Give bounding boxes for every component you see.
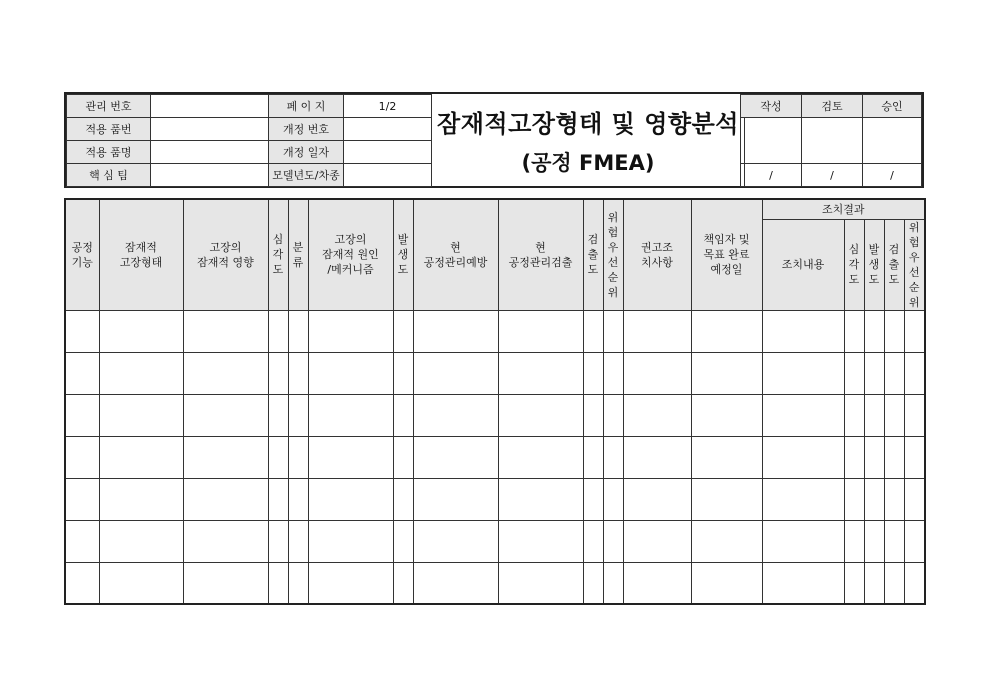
table-cell[interactable] <box>623 478 691 520</box>
table-cell[interactable] <box>844 562 864 604</box>
table-cell[interactable] <box>308 394 393 436</box>
table-cell[interactable] <box>864 436 884 478</box>
table-cell[interactable] <box>183 478 268 520</box>
table-cell[interactable] <box>884 520 904 562</box>
table-cell[interactable] <box>844 394 864 436</box>
table-cell[interactable] <box>603 562 623 604</box>
document-header <box>64 92 924 188</box>
table-row <box>65 478 925 520</box>
table-cell[interactable] <box>393 436 413 478</box>
table-cell[interactable] <box>308 478 393 520</box>
table-cell[interactable] <box>762 436 844 478</box>
col-recommended-action: 권고조 치사항 <box>623 199 691 310</box>
label-part-name: 적용 품명 <box>67 141 151 164</box>
table-cell[interactable] <box>583 562 603 604</box>
col-new-detection: 검출도 <box>884 219 904 310</box>
table-cell[interactable] <box>288 310 308 352</box>
table-cell[interactable] <box>498 520 583 562</box>
part-number-field[interactable] <box>151 118 269 141</box>
col-failure-effect: 고장의 잠재적 영향 <box>183 199 268 310</box>
table-cell[interactable] <box>99 352 183 394</box>
table-cell[interactable] <box>904 436 925 478</box>
table-cell[interactable] <box>498 352 583 394</box>
table-cell[interactable] <box>99 562 183 604</box>
col-new-occurrence: 발생도 <box>864 219 884 310</box>
date-author[interactable]: / <box>741 164 802 187</box>
table-cell[interactable] <box>884 562 904 604</box>
col-prevention: 현 공정관리예방 <box>413 199 498 310</box>
table-cell[interactable] <box>844 310 864 352</box>
fmea-table <box>64 198 926 605</box>
table-cell[interactable] <box>691 562 762 604</box>
table-cell[interactable] <box>413 310 498 352</box>
table-row <box>65 394 925 436</box>
core-team-field[interactable] <box>151 164 269 187</box>
table-cell[interactable] <box>583 352 603 394</box>
revision-number-field[interactable] <box>344 118 432 141</box>
table-cell[interactable] <box>183 520 268 562</box>
label-revision-date: 개정 일자 <box>269 141 344 164</box>
table-cell[interactable] <box>623 436 691 478</box>
table-cell[interactable] <box>308 520 393 562</box>
table-cell[interactable] <box>65 478 99 520</box>
table-row <box>65 562 925 604</box>
table-cell[interactable] <box>65 352 99 394</box>
table-cell[interactable] <box>99 394 183 436</box>
table-cell[interactable] <box>762 478 844 520</box>
table-cell[interactable] <box>183 562 268 604</box>
table-cell[interactable] <box>413 394 498 436</box>
col-failure-cause: 고장의 잠재적 원인 /메커니즘 <box>308 199 393 310</box>
table-cell[interactable] <box>308 562 393 604</box>
table-cell[interactable] <box>99 478 183 520</box>
table-row <box>65 310 925 352</box>
table-cell[interactable] <box>268 562 288 604</box>
col-detection-control: 현 공정관리검출 <box>498 199 583 310</box>
table-cell[interactable] <box>413 478 498 520</box>
table-cell[interactable] <box>498 394 583 436</box>
col-classification: 분류 <box>288 199 308 310</box>
table-cell[interactable] <box>65 520 99 562</box>
table-cell[interactable] <box>884 394 904 436</box>
label-model-year: 모델년도/차종 <box>269 164 344 187</box>
table-cell[interactable] <box>864 478 884 520</box>
model-year-field[interactable] <box>344 164 432 187</box>
table-cell[interactable] <box>884 478 904 520</box>
table-cell[interactable] <box>583 394 603 436</box>
table-cell[interactable] <box>884 352 904 394</box>
label-management-number: 관리 번호 <box>67 95 151 118</box>
signature-author[interactable] <box>741 118 802 164</box>
table-cell[interactable] <box>183 436 268 478</box>
table-cell[interactable] <box>308 436 393 478</box>
table-cell[interactable] <box>268 436 288 478</box>
table-cell[interactable] <box>623 310 691 352</box>
table-cell[interactable] <box>904 562 925 604</box>
table-cell[interactable] <box>498 436 583 478</box>
table-cell[interactable] <box>413 520 498 562</box>
table-cell[interactable] <box>583 478 603 520</box>
table-cell[interactable] <box>65 310 99 352</box>
table-cell[interactable] <box>864 394 884 436</box>
table-cell[interactable] <box>498 478 583 520</box>
table-cell[interactable] <box>603 310 623 352</box>
table-cell[interactable] <box>99 436 183 478</box>
table-cell[interactable] <box>762 394 844 436</box>
table-cell[interactable] <box>65 394 99 436</box>
table-cell[interactable] <box>268 394 288 436</box>
table-cell[interactable] <box>413 562 498 604</box>
date-approve[interactable]: / <box>863 164 922 187</box>
table-cell[interactable] <box>691 352 762 394</box>
table-cell[interactable] <box>583 310 603 352</box>
col-new-rpn: 위험우선순위 <box>904 219 925 310</box>
table-cell[interactable] <box>904 520 925 562</box>
table-cell[interactable] <box>393 562 413 604</box>
col-new-severity: 심각도 <box>844 219 864 310</box>
table-cell[interactable] <box>904 394 925 436</box>
table-cell[interactable] <box>288 436 308 478</box>
revision-date-field[interactable] <box>344 141 432 164</box>
table-cell[interactable] <box>183 394 268 436</box>
table-cell[interactable] <box>691 394 762 436</box>
table-cell[interactable] <box>762 562 844 604</box>
table-cell[interactable] <box>288 352 308 394</box>
table-cell[interactable] <box>583 520 603 562</box>
table-cell[interactable] <box>603 394 623 436</box>
table-cell[interactable] <box>393 478 413 520</box>
table-cell[interactable] <box>844 520 864 562</box>
table-cell[interactable] <box>603 352 623 394</box>
table-cell[interactable] <box>904 352 925 394</box>
table-cell[interactable] <box>864 352 884 394</box>
table-cell[interactable] <box>268 520 288 562</box>
approval-header-review: 검토 <box>802 95 863 118</box>
col-failure-mode: 잠재적 고장형태 <box>99 199 183 310</box>
table-cell[interactable] <box>498 562 583 604</box>
table-cell[interactable] <box>413 352 498 394</box>
table-cell[interactable] <box>623 352 691 394</box>
table-cell[interactable] <box>268 478 288 520</box>
label-page: 페 이 지 <box>269 95 344 118</box>
col-detection: 검출도 <box>583 199 603 310</box>
document-title <box>431 94 745 186</box>
table-cell[interactable] <box>904 310 925 352</box>
col-occurrence: 발생도 <box>393 199 413 310</box>
table-cell[interactable] <box>691 436 762 478</box>
table-cell[interactable] <box>603 478 623 520</box>
col-process-function: 공정 기능 <box>65 199 99 310</box>
table-cell[interactable] <box>393 310 413 352</box>
table-cell[interactable] <box>393 352 413 394</box>
table-cell[interactable] <box>99 520 183 562</box>
table-cell[interactable] <box>183 310 268 352</box>
col-severity: 심각도 <box>268 199 288 310</box>
table-cell[interactable] <box>498 310 583 352</box>
table-cell[interactable] <box>864 520 884 562</box>
table-cell[interactable] <box>623 520 691 562</box>
table-cell[interactable] <box>844 352 864 394</box>
table-cell[interactable] <box>603 436 623 478</box>
table-cell[interactable] <box>393 520 413 562</box>
approval-header-approve: 승인 <box>863 95 922 118</box>
table-cell[interactable] <box>762 520 844 562</box>
table-row <box>65 352 925 394</box>
approval-table <box>740 94 922 187</box>
table-cell[interactable] <box>65 562 99 604</box>
title-sub: (공정 FMEA) <box>521 150 655 175</box>
table-row <box>65 520 925 562</box>
table-cell[interactable] <box>884 310 904 352</box>
table-cell[interactable] <box>623 562 691 604</box>
table-cell[interactable] <box>288 394 308 436</box>
table-cell[interactable] <box>413 436 498 478</box>
table-cell[interactable] <box>288 562 308 604</box>
table-cell[interactable] <box>65 436 99 478</box>
table-cell[interactable] <box>583 436 603 478</box>
management-number-field[interactable] <box>151 95 269 118</box>
info-table <box>66 94 432 187</box>
table-cell[interactable] <box>268 352 288 394</box>
table-cell[interactable] <box>884 436 904 478</box>
table-cell[interactable] <box>762 310 844 352</box>
table-cell[interactable] <box>288 478 308 520</box>
approval-header-author: 작성 <box>741 95 802 118</box>
fmea-body <box>65 310 925 604</box>
label-part-number: 적용 품번 <box>67 118 151 141</box>
table-cell[interactable] <box>864 310 884 352</box>
table-cell[interactable] <box>762 352 844 394</box>
table-cell[interactable] <box>308 352 393 394</box>
table-cell[interactable] <box>844 478 864 520</box>
signature-approve[interactable] <box>863 118 922 164</box>
table-cell[interactable] <box>864 562 884 604</box>
col-action-taken: 조치내용 <box>762 219 844 310</box>
table-cell[interactable] <box>288 520 308 562</box>
label-revision-number: 개정 번호 <box>269 118 344 141</box>
table-cell[interactable] <box>183 352 268 394</box>
page-field[interactable]: 1/2 <box>344 95 432 118</box>
table-cell[interactable] <box>844 436 864 478</box>
signature-review[interactable] <box>802 118 863 164</box>
part-name-field[interactable] <box>151 141 269 164</box>
title-main: 잠재적고장형태 및 영향분석 <box>437 109 739 138</box>
table-cell[interactable] <box>99 310 183 352</box>
table-cell[interactable] <box>308 310 393 352</box>
table-row <box>65 436 925 478</box>
table-cell[interactable] <box>691 310 762 352</box>
col-rpn: 위험우선순위 <box>603 199 623 310</box>
table-cell[interactable] <box>393 394 413 436</box>
table-cell[interactable] <box>904 478 925 520</box>
table-cell[interactable] <box>623 394 691 436</box>
table-cell[interactable] <box>603 520 623 562</box>
table-cell[interactable] <box>268 310 288 352</box>
label-core-team: 핵 심 팀 <box>67 164 151 187</box>
table-cell[interactable] <box>691 478 762 520</box>
col-responsibility: 책임자 및 목표 완료 예정일 <box>691 199 762 310</box>
table-cell[interactable] <box>691 520 762 562</box>
col-action-results: 조치결과 <box>762 199 925 219</box>
date-review[interactable]: / <box>802 164 863 187</box>
